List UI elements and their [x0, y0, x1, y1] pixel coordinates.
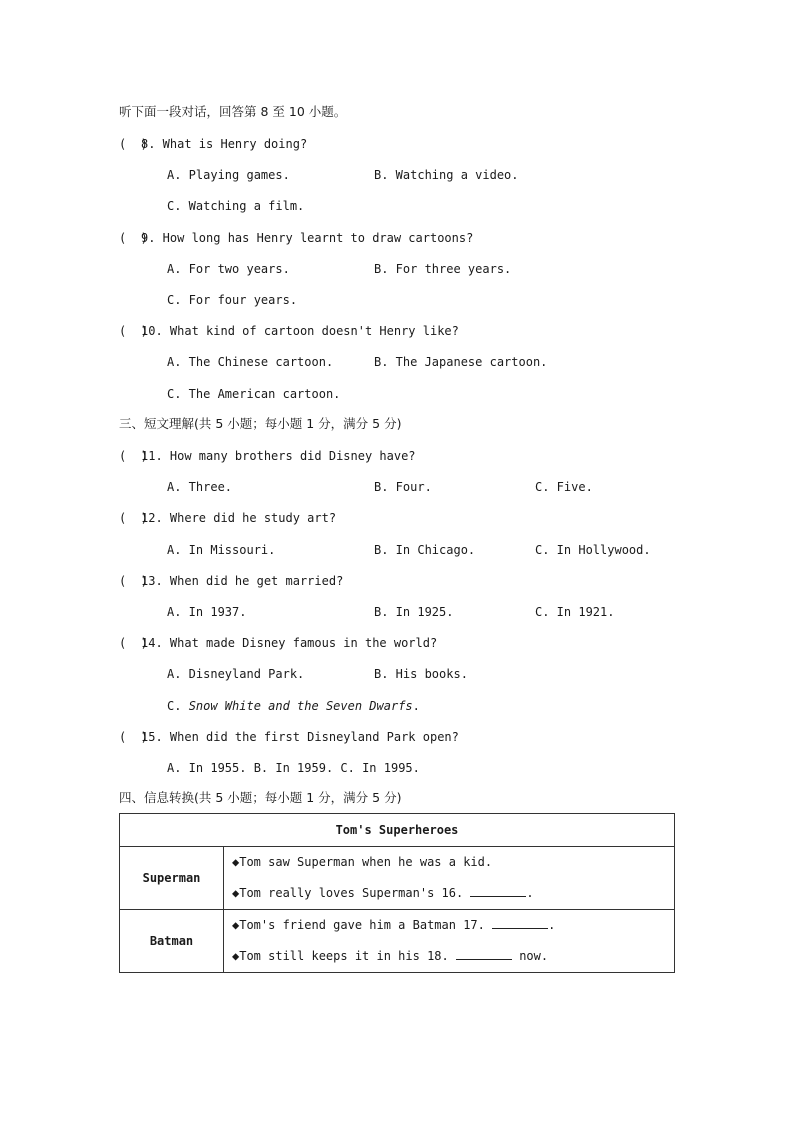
question-9: [119, 230, 473, 246]
answer-paren[interactable]: ( ): [119, 730, 148, 744]
option-c: C. In Hollywood.: [535, 543, 651, 557]
reading-section-title: 三、短文理解(共 5 小题；每小题 1 分，满分 5 分): [119, 416, 402, 431]
question-stem: 11. How many brothers did Disney have?: [141, 449, 416, 463]
answer-blank-16[interactable]: [470, 886, 526, 897]
row-line: [232, 910, 674, 941]
table-row: [120, 847, 675, 910]
answer-blank-18[interactable]: [456, 949, 512, 960]
row-line: ◆Tom saw Superman when he was a kid.: [232, 855, 493, 869]
question-11: [119, 448, 416, 464]
question-stem: 9. How long has Henry learnt to draw cartoons?: [141, 231, 474, 245]
option-c: C. For four years.: [167, 293, 298, 307]
question-14: [119, 635, 437, 651]
option-a: A. In 1937.: [167, 605, 247, 619]
question-stem: 12. Where did he study art?: [141, 511, 337, 525]
question-10: [119, 323, 459, 339]
option-a: A. Disneyland Park.: [167, 667, 305, 681]
option-b: B. In Chicago.: [374, 543, 476, 557]
question-stem: 15. When did the first Disneyland Park open?: [141, 730, 459, 744]
option-a: A. In Missouri.: [167, 543, 276, 557]
row-line: [232, 878, 674, 909]
question-stem: 10. What kind of cartoon doesn't Henry like?: [141, 324, 459, 338]
option-c: C. In 1921.: [535, 605, 615, 619]
option-b: B. For three years.: [374, 262, 512, 276]
row-content: [224, 847, 675, 910]
question-stem: 13. When did he get married?: [141, 574, 344, 588]
answer-paren[interactable]: ( ): [119, 511, 148, 525]
option-a: A. Playing games.: [167, 168, 290, 182]
answer-paren[interactable]: ( ): [119, 231, 148, 245]
question-12: [119, 510, 336, 526]
row-line: [232, 941, 674, 972]
question-stem: 8. What is Henry doing?: [141, 137, 308, 151]
option-b: B. His books.: [374, 667, 468, 681]
question-15: [119, 729, 459, 745]
option-b: B. The Japanese cartoon.: [374, 355, 548, 369]
question-stem: 14. What made Disney famous in the world?: [141, 636, 438, 650]
table-title: Tom's Superheroes: [120, 814, 675, 847]
answer-paren[interactable]: ( ): [119, 449, 148, 463]
options-inline: A. In 1955. B. In 1959. C. In 1995.: [167, 761, 420, 775]
answer-blank-17[interactable]: [492, 918, 548, 929]
info-section-title: 四、信息转换(共 5 小题；每小题 1 分，满分 5 分): [119, 790, 402, 805]
option-c-suffix: .: [412, 699, 420, 713]
answer-paren[interactable]: ( ): [119, 324, 148, 338]
line-text: .: [548, 918, 556, 932]
row-label-superman: Superman: [120, 847, 224, 910]
answer-paren[interactable]: ( ): [119, 574, 148, 588]
superheroes-table: [119, 813, 675, 973]
answer-paren[interactable]: ( ): [119, 137, 148, 151]
option-c: [167, 698, 420, 714]
answer-paren[interactable]: ( ): [119, 636, 148, 650]
option-c: C. Five.: [535, 480, 593, 494]
option-b: B. Watching a video.: [374, 168, 519, 182]
option-b: B. Four.: [374, 480, 432, 494]
line-text: ◆Tom really loves Superman's 16.: [232, 886, 471, 900]
option-a: A. For two years.: [167, 262, 290, 276]
line-text: .: [526, 886, 534, 900]
option-c-title: Snow White and the Seven Dwarfs: [188, 699, 413, 713]
question-13: [119, 573, 343, 589]
option-c-prefix: C.: [167, 699, 189, 713]
option-a: A. The Chinese cartoon.: [167, 355, 334, 369]
option-a: A. Three.: [167, 480, 233, 494]
row-content: [224, 910, 675, 973]
question-8: [119, 136, 307, 152]
table-row: [120, 910, 675, 973]
option-c: C. Watching a film.: [167, 199, 305, 213]
line-text: ◆Tom still keeps it in his 18.: [232, 949, 456, 963]
listening-instruction: 听下面一段对话，回答第 8 至 10 小题。: [119, 104, 347, 119]
line-text: ◆Tom's friend gave him a Batman 17.: [232, 918, 493, 932]
row-label-batman: Batman: [120, 910, 224, 973]
option-c: C. The American cartoon.: [167, 387, 341, 401]
option-b: B. In 1925.: [374, 605, 454, 619]
line-text: now.: [511, 949, 549, 963]
